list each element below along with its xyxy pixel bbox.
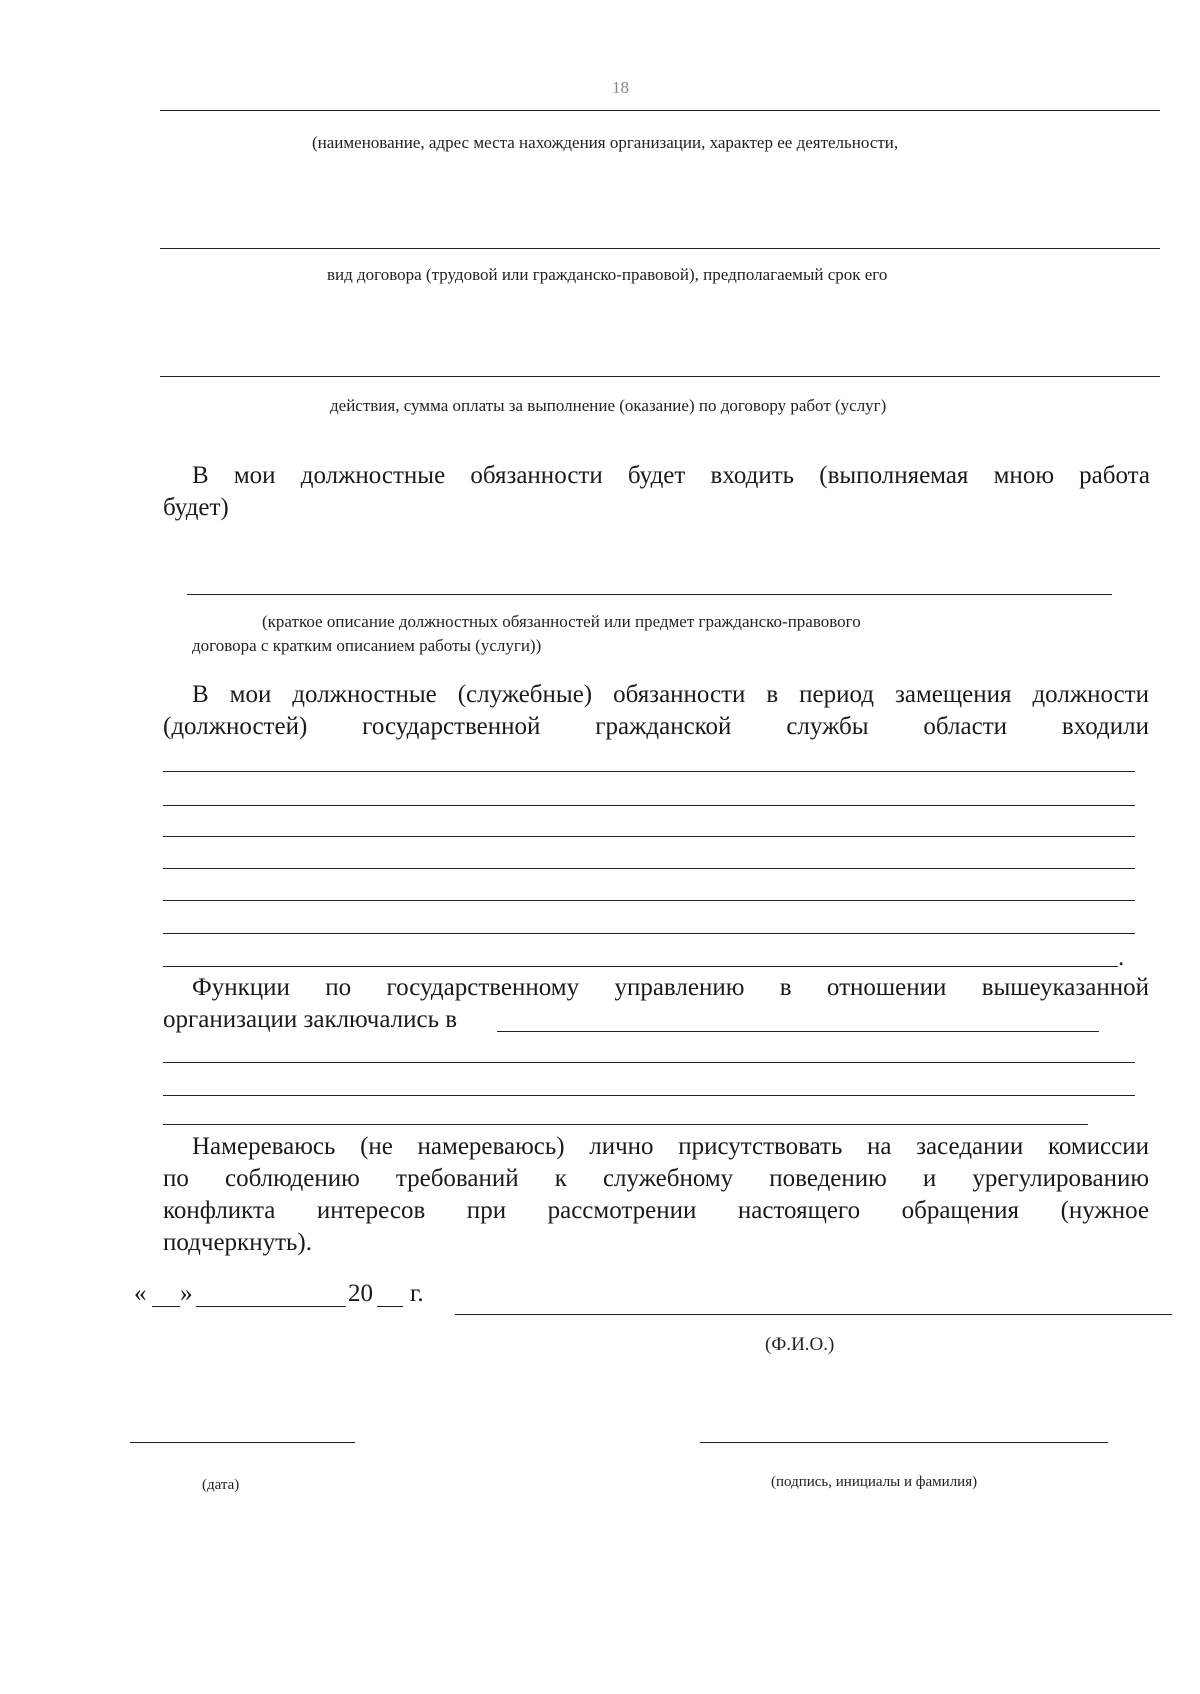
duties-paragraph-line-1: В мои должностные обязанности будет входить (выполняемая мною работа (192, 462, 1150, 489)
service-line-7[interactable] (163, 966, 1118, 967)
duties-line[interactable] (187, 594, 1112, 595)
date-signature-line[interactable] (130, 1442, 355, 1443)
action-line[interactable] (160, 376, 1160, 377)
intent-paragraph-line-4: подчеркнуть). (163, 1229, 312, 1256)
service-paragraph-line-1: В мои должностные (служебные) обязанности в период замещения должности (192, 681, 1149, 708)
date-month-blank[interactable] (196, 1306, 346, 1307)
service-line-3[interactable] (163, 836, 1135, 837)
org-line[interactable] (160, 110, 1160, 111)
service-end-period: . (1118, 944, 1125, 971)
duties-paragraph-line-2: будет) (163, 494, 229, 521)
date-year-suffix: г. (410, 1280, 424, 1307)
contract-line[interactable] (160, 248, 1160, 249)
action-caption: действия, сумма оплаты за выполнение (оказание) по договору работ (услуг) (330, 396, 887, 415)
functions-line-2[interactable] (163, 1095, 1135, 1096)
duties-caption-line-1: (краткое описание должностных обязанностей или предмет гражданско-правового (262, 612, 861, 631)
intent-paragraph-line-1: Намереваюсь (не намереваюсь) лично присутствовать на заседании комиссии (192, 1133, 1149, 1160)
fio-caption: (Ф.И.О.) (765, 1334, 835, 1355)
date-day-blank[interactable] (152, 1306, 180, 1307)
contract-caption: вид договора (трудовой или гражданско-правовой), предполагаемый срок его (327, 265, 888, 284)
page-number: 18 (612, 78, 629, 97)
intent-paragraph-line-3: конфликта интересов при рассмотрении настоящего обращения (нужное (163, 1197, 1149, 1224)
date-year-blank[interactable] (377, 1306, 403, 1307)
service-line-5[interactable] (163, 900, 1135, 901)
fio-line[interactable] (455, 1314, 1172, 1315)
service-line-1[interactable] (163, 771, 1135, 772)
service-line-6[interactable] (163, 933, 1135, 934)
service-line-4[interactable] (163, 868, 1135, 869)
functions-paragraph-line-2: организации заключались в (163, 1006, 458, 1033)
date-caption: (дата) (202, 1477, 240, 1493)
org-caption: (наименование, адрес места нахождения организации, характер ее деятельности, (312, 133, 899, 152)
service-paragraph-line-2: (должностей) государственной гражданской службы области входили (163, 713, 1149, 740)
signature-caption: (подпись, инициалы и фамилия) (771, 1474, 978, 1490)
duties-caption-line-2: договора с кратким описанием работы (услуги)) (192, 636, 542, 655)
intent-paragraph-line-2: по соблюдению требований к служебному поведению и урегулированию (163, 1165, 1149, 1192)
functions-line-3[interactable] (163, 1124, 1088, 1125)
functions-paragraph-line-1: Функции по государственному управлению в отношении вышеуказанной (192, 974, 1149, 1001)
date-close-quote: » (180, 1280, 193, 1307)
signature-line[interactable] (700, 1442, 1108, 1443)
date-year-prefix: 20 (348, 1280, 373, 1307)
service-line-2[interactable] (163, 805, 1135, 806)
functions-inline-line[interactable] (497, 1031, 1099, 1032)
functions-line-1[interactable] (163, 1062, 1135, 1063)
date-open-quote: « (134, 1280, 147, 1307)
